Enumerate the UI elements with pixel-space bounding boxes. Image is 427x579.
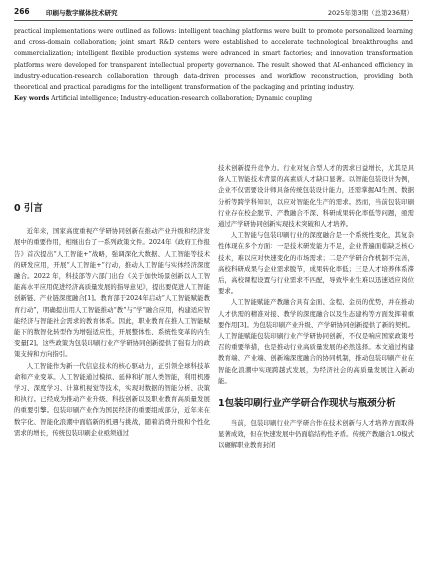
keywords-label: Key words [14, 95, 50, 103]
page-number: 266 [14, 7, 30, 16]
left-column [14, 163, 210, 439]
english-abstract [14, 26, 413, 104]
body-paragraph: 当前，包装印刷行业产学研合作在技术创新与人才培养方面取得显著成效，但在快速发展中仍面临结构性矛盾。传统产教融合1.0模式以碾解职业教育封闭 [218, 419, 414, 450]
body-paragraph: 近年来，国家高度重视产学研协同创新在推动产业升级和经济发展中的重要作用，相继出台了一系列政策文件。2024年《政府工作报告》首次提出“人工智能+”战略，强调深化大数据、人工智能等技术的研发应用，开展“人工智能+”行动，推动人工智能与实体经济深度融合。2022 年，科技部等六部门出台《关于加快场景创新以人工智能高水平应用促进经济高质量发展的指导意见》，提出要促进人工智能创新链、产业链深度融合[1]。教育部于2024年启动“人工智能赋能教育行动”，明确提出用人工智能推动“教”与“学”融合应用，构建适应智能经济与智能社会需求的教育体系。因此，职业教育在推人工智能赋能下的数智化转型作为增强适应性，开展整体性、系统性变革的内生变量[2]。这些政策为包装印刷行业产学研协同创新提供了强有力的政策支持和方向指引。 [14, 227, 210, 359]
keywords: Artificial intelligence; Industry-education-research collaboration; Dynamic coupling [51, 95, 313, 103]
journal-title: 印刷与数字媒体技术研究 [46, 8, 118, 17]
running-header [14, 7, 413, 19]
abstract-body: practical implementations were outlined as follows: intelligent teaching platforms were built to promote personalized learning and cross-domain collaboration; joint smart R&D centers were established to accelerate technological breakthroughs and commercialization; intelligent flexible production systems were advanced in smart factories; and innovation transformation platforms were developed for transparent intellectual property governance. The result showed that AI-enhanced efficiency in industry-education-research collaboration through data-driven processes and workflow reconstruction, providing both theoretical and practical paradigms for the intelligent transformation of the packaging and printing industry. [14, 28, 413, 92]
body-paragraph: 人工智能与包装印刷行业的深度融合是一个系统性变化，其复杂性体现在多个方面：一是技术研发能力不足，企业普遍面临缺乏核心技术，难以应对快速变化的市场需求；二是产学研合作机制不完善，高校科研成果与企业需求脱节，成果转化率低；三是人才培养体系滞后，高校课程设置与行业需求不匹配，导致毕业生难以迅速适应岗位要求。 [218, 231, 414, 296]
right-column [218, 163, 414, 452]
section-heading-introduction: 0 引言 [14, 203, 43, 214]
body-paragraph: 人工智能赋能产教融合具有金面、金程、金员的优势，并在推动人才供需的精准对接、教学的深度融合以及生态建构等方面发挥着重要作用[3]。为包装印刷产业升级、产学研协同创新提供了新的契机。人工智能赋能包装印刷行业产学研协同创新，不仅是响应国家政策号召的重要举措，也是推动行业高质量发展的必然选择。本文通过构建教育端、产业端、创新端深度融合的协同机制，推动包装印刷产业在智能化浪潮中实现跨越式发展，为经济社会的高质量发展注入新动能。 [218, 298, 414, 385]
body-paragraph: 技术创新提升竞争力。行业对复合型人才的需求日益增长，尤其是具备人工智能技术背景的高素质人才缺口显著。以智能包装设计为例，企业不仅需要设计师具备传统包装设计能力，还需掌握AI生图、数据分析等跨学科知识，以应对智能化生产的需求。然而，当前包装印刷行业存在校企脱节、产教融合不深、科研成果转化率低等问题，亟需通过产学研协同创新实现技术突破和人才培养。 [218, 164, 414, 229]
issue-info: 2025年第3期（总第236期） [327, 8, 413, 17]
header-rule [14, 20, 413, 21]
section-heading-status-analysis: 1包装印刷行业产学研合作现状与瓶颈分析 [218, 398, 396, 410]
body-paragraph: 人工智能作为新一代信息技术的核心驱动力，正引领全球科技革命和产业变革。人工智能通过模拟、延伸和扩展人类智能，利用机器学习、深度学习、计算机视觉等技术，实现对数据的智能分析、决策和执行。已经成为推动产业升级、科技创新以及职业教育高质量发展的重要引擎。包装印刷产业作为国民经济的重要组成部分，近年来在数字化、智能化浪潮中面临新的机遇与挑战，随着消费升级和个性化需求的增长，传统包装印刷企业亟须通过 [14, 361, 210, 437]
